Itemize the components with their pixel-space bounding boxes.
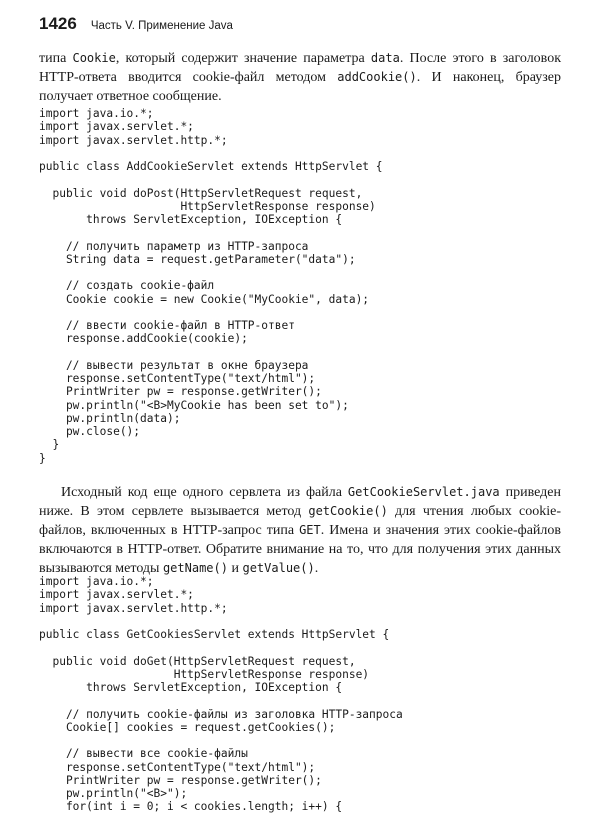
code-line: response.setContentType("text/html"); (39, 760, 316, 774)
code-line: public class GetCookiesServlet extends HttpServlet { (39, 628, 390, 641)
inline-code: getCookie() (308, 504, 388, 518)
code-line: pw.println("<B>MyCookie has been set to"); (39, 398, 349, 412)
text-run: . Имена и значения этих cookie-файлов включаются в HTTP-ответ. Обратите внимание на то, что для получения этих данных вызываются методы (39, 523, 561, 576)
code-line: } (39, 451, 46, 465)
code-line: import java.io.*; (39, 575, 154, 588)
code-line: import javax.servlet.http.*; (39, 601, 228, 615)
paragraph-2 (39, 483, 561, 578)
code-line: pw.println("<B>"); (39, 787, 188, 800)
text-run: типа (39, 51, 73, 66)
code-line (39, 346, 383, 359)
code-line (39, 615, 403, 628)
code-line (39, 266, 383, 279)
code-line: // создать cookie-файл (39, 279, 215, 293)
inline-code: GET (299, 523, 321, 537)
paragraph-1 (39, 49, 561, 106)
code-line (39, 306, 383, 319)
code-line: Cookie cookie = new Cookie("MyCookie", data); (39, 292, 370, 306)
code-line: String data = request.getParameter("data"); (39, 252, 356, 266)
code-line: import javax.servlet.*; (39, 588, 194, 602)
code-line: throws ServletException, IOException { (39, 681, 343, 694)
code-line: // вывести все cookie-файлы (39, 747, 248, 761)
code-listing-get-cookies-servlet (39, 575, 403, 814)
inline-code: getName() (162, 561, 228, 575)
code-line: pw.println(data); (39, 411, 181, 425)
text-run: приведен ниже. В этом сервлете вызывается метод (39, 485, 561, 519)
code-line: import javax.servlet.http.*; (39, 133, 228, 147)
code-line: // вывести результат в окне браузера (39, 358, 309, 372)
code-line (39, 694, 403, 707)
code-line (39, 734, 403, 747)
inline-code: getValue() (242, 561, 315, 575)
code-line (39, 226, 383, 239)
code-line: // получить параметр из HTTP-запроса (39, 239, 309, 253)
code-line: public void doPost(HttpServletRequest request, (39, 186, 363, 200)
inline-code: data (370, 51, 400, 65)
code-line: response.addCookie(cookie); (39, 332, 248, 346)
text-run: для чтения любых cookie-файлов, включенных в HTTP-запрос типа (39, 504, 561, 538)
code-line: PrintWriter pw = response.getWriter(); (39, 385, 322, 399)
code-line (39, 147, 383, 160)
code-line: public class AddCookieServlet extends HttpServlet { (39, 160, 383, 173)
code-line: // ввести cookie-файл в HTTP-ответ (39, 319, 295, 332)
inline-code: GetCookieServlet.java (347, 485, 500, 499)
text-run: . И наконец, браузер получает ответное сообщение. (39, 70, 562, 104)
text-run: . После этого в заголовок HTTP-ответа вводится cookie-файл методом (39, 51, 562, 85)
text-run: . (314, 561, 319, 576)
code-line: public void doGet(HttpServletRequest request, (39, 654, 356, 668)
code-line: import javax.servlet.*; (39, 120, 194, 134)
code-line: } (39, 438, 60, 452)
page-number: 1426 (39, 14, 77, 33)
page-header (39, 14, 233, 36)
code-line: PrintWriter pw = response.getWriter(); (39, 773, 322, 787)
code-line (39, 173, 383, 186)
code-line: Cookie[] cookies = request.getCookies(); (39, 720, 336, 734)
code-line: // получить cookie-файлы из заголовка HTTP-запроса (39, 707, 403, 721)
code-line: for(int i = 0; i < cookies.length; i++) { (39, 800, 343, 814)
inline-code: Cookie (72, 51, 116, 65)
code-line: pw.close(); (39, 425, 141, 438)
code-listing-add-cookie-servlet (39, 107, 383, 465)
code-line: HttpServletResponse response) (39, 667, 370, 681)
code-line: response.setContentType("text/html"); (39, 372, 316, 385)
code-line: HttpServletResponse response) (39, 199, 376, 213)
code-line: throws ServletException, IOException { (39, 213, 343, 226)
text-run: Исходный код еще одного сервлета из файла (61, 485, 348, 500)
text-run: и (227, 561, 243, 576)
code-line (39, 641, 403, 654)
running-title: Часть V. Применение Java (90, 20, 233, 32)
code-line: import java.io.*; (39, 107, 154, 120)
inline-code: addCookie() (337, 70, 417, 84)
text-run: , который содержит значение параметра (115, 51, 371, 66)
